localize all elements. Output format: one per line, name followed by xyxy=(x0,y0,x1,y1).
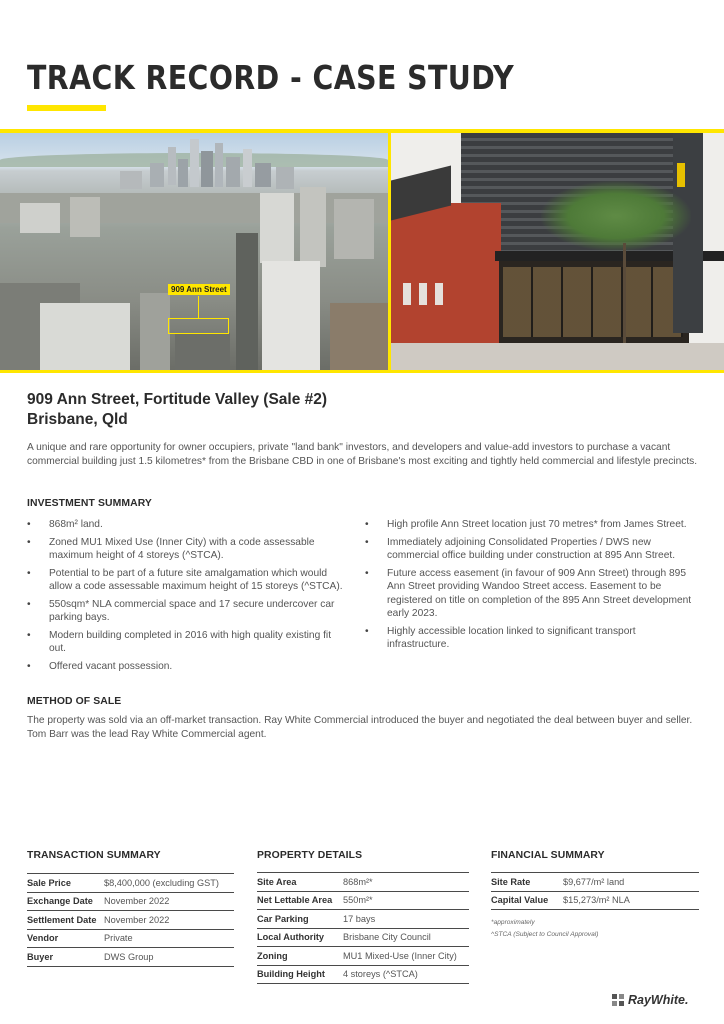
list-item: • Immediately adjoining Consolidated Properties / DWS new commercial office building under construction at 895 Ann Street. xyxy=(365,536,699,563)
table-key: Capital Value xyxy=(491,891,563,910)
intro-paragraph: A unique and rare opportunity for owner occupiers, private "land bank" investors, and developers and value-add investors to purchase a vacant commercial building just 1.5 kilometres* from the Brisbane CBD in one of Brisbane's most exciting and tightly held commercial and lifestyle precincts. xyxy=(27,442,698,467)
table-row xyxy=(27,948,234,967)
list-item: • 868m² land. xyxy=(27,518,345,532)
table-key: Zoning xyxy=(257,947,343,966)
table-value: MU1 Mixed-Use (Inner City) xyxy=(343,947,469,966)
list-item: • Future access easement (in favour of 909 Ann Street) through 895 Ann Street providing Wandoo Street access. Easement to be registered on title on completion of the 895 Ann Street development early 2023. xyxy=(365,567,699,621)
aerial-photo xyxy=(0,133,388,370)
table-key: Building Height xyxy=(257,965,343,984)
list-item: • 550sqm* NLA commercial space and 17 secure undercover car parking bays. xyxy=(27,598,345,625)
building-photo xyxy=(391,133,724,370)
transaction-summary-table xyxy=(27,873,234,967)
table-value: 550m²* xyxy=(343,891,469,910)
table-value: 868m²* xyxy=(343,873,469,892)
table-row xyxy=(257,965,469,984)
list-item: • Modern building completed in 2016 with high quality existing fit out. xyxy=(27,629,345,656)
page-title: TRACK RECORD - CASE STUDY xyxy=(27,58,515,97)
location-callout: 909 Ann Street xyxy=(168,284,230,295)
list-item: • Potential to be part of a future site amalgamation which would allow a code assessable maximum height of 15 storeys (^STCA). xyxy=(27,567,345,594)
callout-leader-line xyxy=(198,296,199,318)
method-of-sale-heading: METHOD OF SALE xyxy=(27,696,122,707)
logo-mark-icon xyxy=(612,994,625,1007)
table-key: Net Lettable Area xyxy=(257,891,343,910)
site-outline xyxy=(168,318,229,334)
table-key: Vendor xyxy=(27,929,104,948)
financial-summary-table xyxy=(491,872,699,910)
table-value: November 2022 xyxy=(104,892,234,911)
financial-summary-heading: FINANCIAL SUMMARY xyxy=(491,850,605,861)
table-row xyxy=(257,873,469,892)
property-details-heading: PROPERTY DETAILS xyxy=(257,850,363,861)
title-underline xyxy=(27,105,106,111)
table-value: $9,677/m² land xyxy=(563,873,699,892)
table-row xyxy=(27,929,234,948)
table-key: Exchange Date xyxy=(27,892,104,911)
table-row xyxy=(27,874,234,893)
investment-list-right xyxy=(365,518,699,656)
table-row xyxy=(257,891,469,910)
table-value: Private xyxy=(104,929,234,948)
table-row xyxy=(27,892,234,911)
table-row xyxy=(257,910,469,929)
logo-wordmark: RayWhite. xyxy=(628,993,689,1007)
ray-white-logo xyxy=(612,993,688,1007)
table-key: Site Rate xyxy=(491,873,563,892)
table-value: November 2022 xyxy=(104,911,234,930)
list-item: • Offered vacant possession. xyxy=(27,660,345,674)
table-row xyxy=(491,891,699,910)
table-key: Settlement Date xyxy=(27,911,104,930)
table-row xyxy=(491,873,699,892)
property-details-table xyxy=(257,872,469,984)
table-key: Sale Price xyxy=(27,874,104,893)
table-value: 4 storeys (^STCA) xyxy=(343,965,469,984)
table-value: DWS Group xyxy=(104,948,234,967)
table-value: Brisbane City Council xyxy=(343,928,469,947)
table-value: 17 bays xyxy=(343,910,469,929)
transaction-summary-heading: TRANSACTION SUMMARY xyxy=(27,850,161,861)
table-row xyxy=(27,911,234,930)
table-key: Local Authority xyxy=(257,928,343,947)
investment-list-left xyxy=(27,518,345,677)
property-city: Brisbane, Qld xyxy=(27,411,128,428)
list-item: • Highly accessible location linked to significant transport infrastructure. xyxy=(365,625,699,652)
list-item: • Zoned MU1 Mixed Use (Inner City) with a code assessable maximum height of 4 storeys (^STCA). xyxy=(27,536,345,563)
table-row xyxy=(257,947,469,966)
list-item: • High profile Ann Street location just 70 metres* from James Street. xyxy=(365,518,699,532)
footnote-stca: ^STCA (Subject to Council Approval) xyxy=(491,931,599,938)
table-value: $8,400,000 (excluding GST) xyxy=(104,874,234,893)
investment-summary-heading: INVESTMENT SUMMARY xyxy=(27,498,152,509)
property-heading xyxy=(27,390,327,430)
property-address: 909 Ann Street, Fortitude Valley (Sale #2) xyxy=(27,391,328,408)
table-key: Site Area xyxy=(257,873,343,892)
table-key: Car Parking xyxy=(257,910,343,929)
table-value: $15,273/m² NLA xyxy=(563,891,699,910)
method-of-sale-text: The property was sold via an off-market transaction. Ray White Commercial introduced the buyer and negotiated the deal between buyer and seller. Tom Barr was the lead Ray White Commercial agent. xyxy=(27,715,693,740)
table-row xyxy=(257,928,469,947)
footnote-approximately: *approximately xyxy=(491,919,535,926)
table-key: Buyer xyxy=(27,948,104,967)
